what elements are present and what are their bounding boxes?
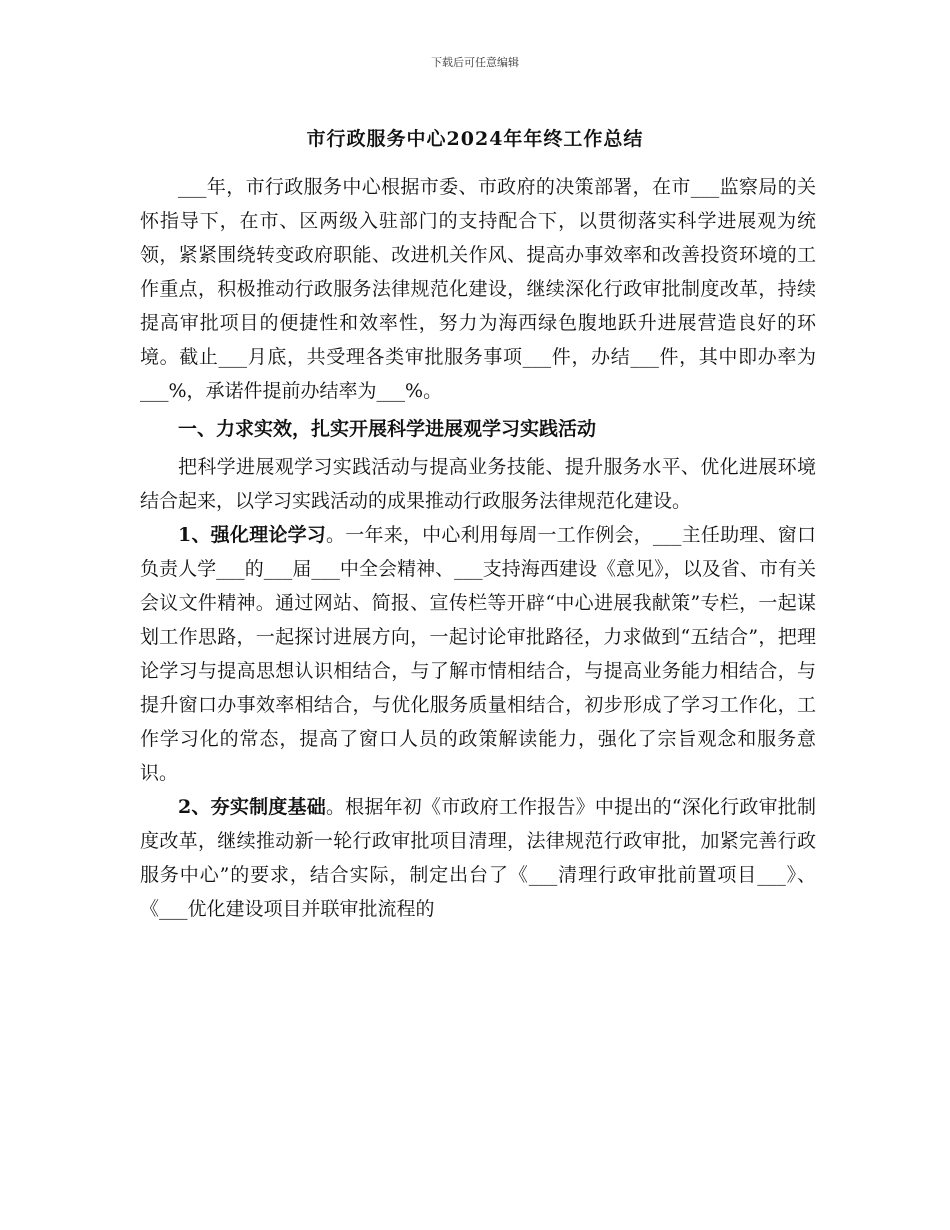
paragraph-section-1: 把科学进展观学习实践活动与提高业务技能、提升服务水平、优化进展环境结合起来，以学习实践活动的成果推动行政服务法律规范化建设。 (140, 456, 816, 512)
paragraph-intro: ___年，市行政服务中心根据市委、市政府的决策部署，在市___监察局的关怀指导下，在市、区两级入驻部门的支持配合下，以贯彻落实科学进展观为统领，紧紧围绕转变政府职能、改进机关作风、提高办事效率和改善投资环境的工作重点，积极推动行政服务法律规范化建设，继续深化行政审批制度改革，持续提高审批项目的便捷性和效率性，努力为海西绿色腹地跃升进展营造良好的环境。截止___月底，共受理各类审批服务事项___件，办结___件，其中即办率为___%，承诺件提前办结率为___%。 (140, 176, 816, 402)
section-heading-1: 一、力求实效，扎实开展科学进展观学习实践活动 (178, 418, 597, 440)
paragraph-system-foundation-text: 。根据年初《市政府工作报告》中提出的“深化行政审批制度改革，继续推动新一轮行政审批项目清理，法律规范行政审批，加紧完善行政服务中心”的要求，结合实际，制定出台了《___清理行政审批前置项目___》、《___优化建设项目并联审批流程的 (140, 796, 816, 920)
subheading-system-foundation: 2、夯实制度基础 (178, 796, 326, 818)
document-title: 市行政服务中心2024年年终工作总结 (306, 128, 644, 150)
paragraph-theory-study-text: 。一年来，中心利用每周一工作例会，___主任助理、窗口负责人学___的___届___中全会精神、___支持海西建设《意见》，以及省、市有关会议文件精神。通过网站、简报、宣传栏等开辟“中心进展我献策”专栏，一起谋划工作思路，一起探讨进展方向，一起讨论审批路径，力求做到“五结合”，把理论学习与提高思想认识相结合，与了解市情相结合，与提高业务能力相结合，与提升窗口办事效率相结合，与优化服务质量相结合，初步形成了学习工作化，工作学习化的常态，提高了窗口人员的政策解读能力，强化了宗旨观念和服务意识。 (140, 524, 816, 784)
page-header-note: 下载后可任意编辑 (431, 56, 519, 69)
paragraph-system-foundation (140, 790, 816, 926)
document-body (140, 170, 816, 926)
subheading-theory-study: 1、强化理论学习 (178, 524, 327, 546)
paragraph-theory-study (140, 518, 816, 790)
